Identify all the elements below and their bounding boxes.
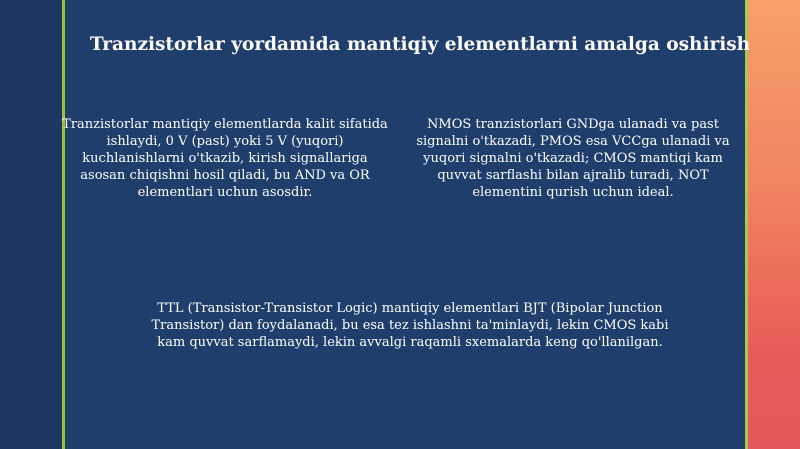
left-decor-strip bbox=[0, 0, 62, 449]
paragraph-ttl: TTL (Transistor-Transistor Logic) mantiqiy elementlari BJT (Bipolar Junction Transistor) dan foydalanadi, bu esa tez ishlashni ta'minlaydi, lekin CMOS kabi kam quvvat sarflamaydi, lekin avvalgi raqamli sxemalarda keng qo'llanilgan. bbox=[151, 301, 669, 350]
slide-panel bbox=[65, 0, 746, 449]
slide-title: Tranzistorlar yordamida mantiqiy elementlarni amalga oshirish bbox=[89, 34, 751, 55]
right-gradient-strip bbox=[748, 0, 800, 449]
paragraph-transistor-switch: Tranzistorlar mantiqiy elementlarda kalit sifatida ishlaydi, 0 V (past) yoki 5 V (yuqori) kuchlanishlarni o'tkazib, kirish signallariga asosan chiqishni hosil qiladi, bu AND va OR elementlari uchun asosdir. bbox=[62, 117, 388, 200]
paragraph-nmos-pmos: NMOS tranzistorlari GNDga ulanadi va past signalni o'tkazadi, PMOS esa VCCga ulanadi va yuqori signalni o'tkazadi; CMOS mantiqi kam quvvat sarflashi bilan ajralib turadi, NOT elementini qurish uchun ideal. bbox=[416, 117, 730, 200]
